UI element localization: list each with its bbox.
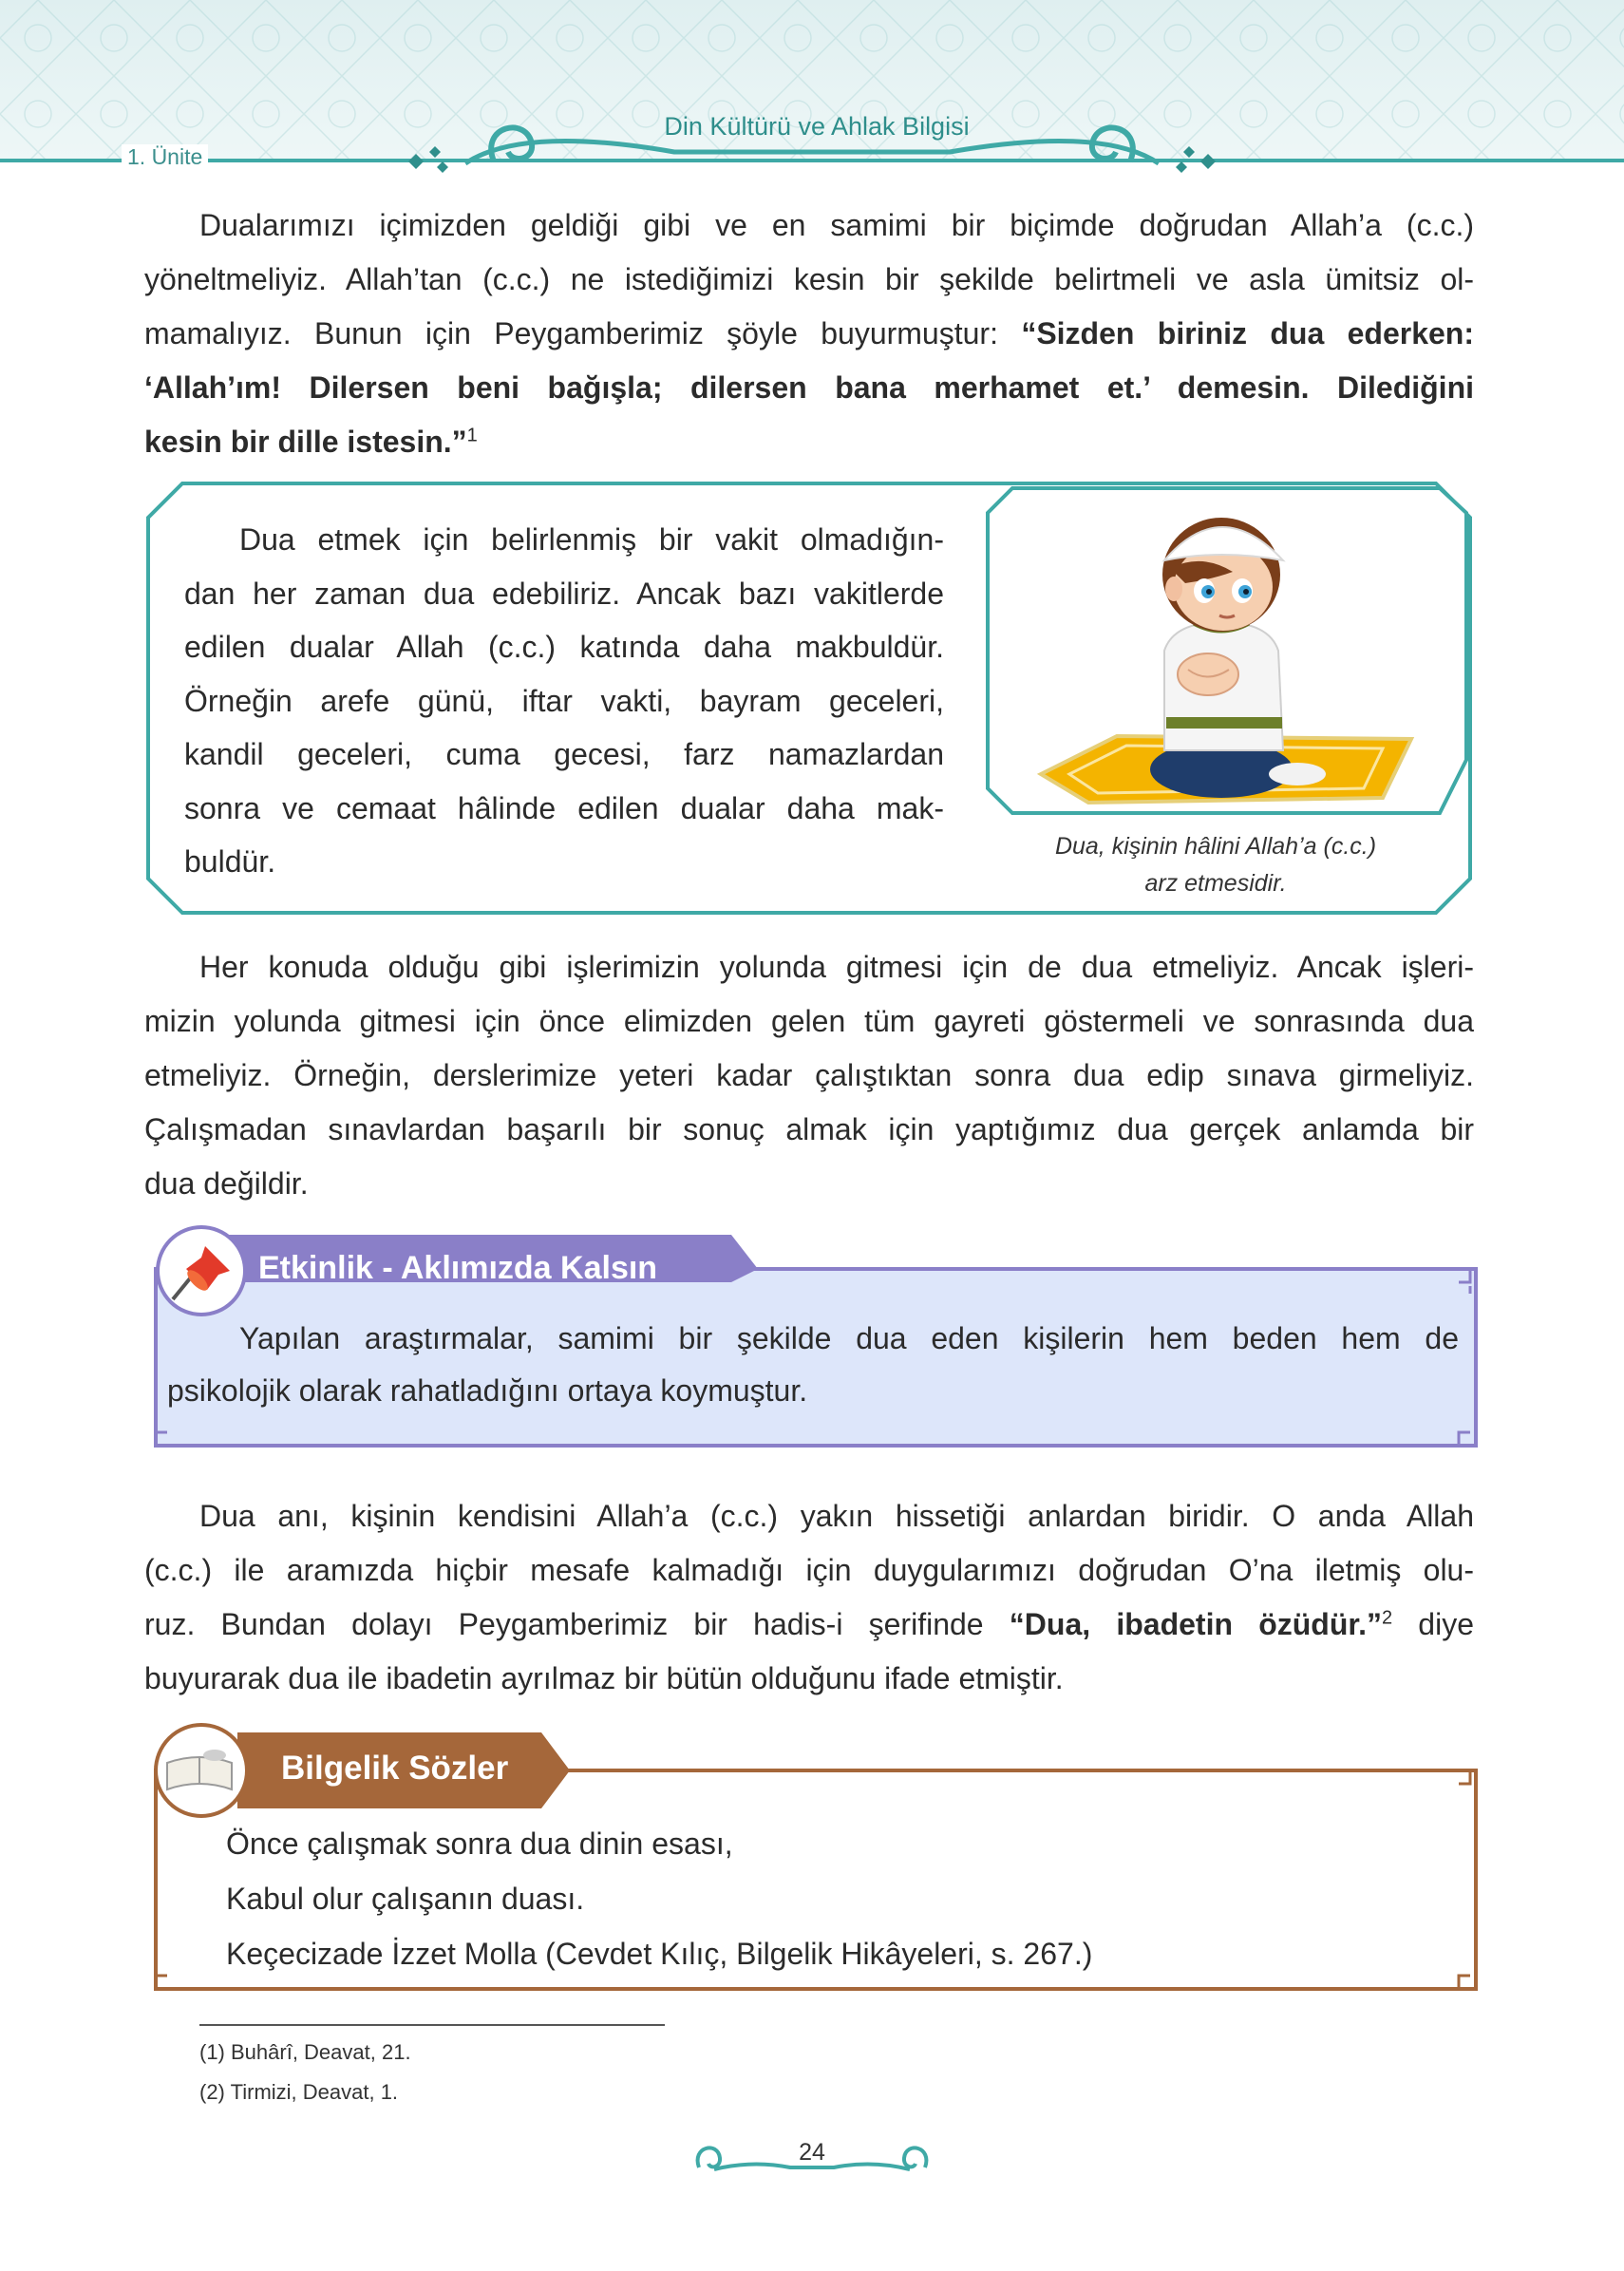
- intro-line-2: yöneltmeliyiz. Allah’tan (c.c.) ne istediğimizi kesin bir şekilde belirtmeli ve asla ümitsiz ol-: [144, 262, 1474, 296]
- closeness-paragraph: [144, 1489, 1474, 1706]
- caption-line-2: arz etmesidir.: [1144, 870, 1287, 897]
- info-line-4: Örneğin arefe günü, iftar vakti, bayram geceleri,: [184, 683, 944, 718]
- closeness-line-4: buyurarak dua ile ibadetin ayrılmaz bir bütün olduğunu ifade etmiştir.: [144, 1661, 1064, 1695]
- praying-boy-illustration: [984, 484, 1470, 817]
- intro-paragraph: [144, 199, 1474, 469]
- wisdom-line-1: Önce çalışmak sonra dua dinin esası,: [226, 1826, 733, 1861]
- wisdom-title: Bilgelik Sözler: [281, 1750, 509, 1787]
- info-line-3: edilen dualar Allah (c.c.) katında daha makbuldür.: [184, 630, 944, 664]
- activity-line-2: psikolojik olarak rahatladığını ortaya koymuştur.: [167, 1373, 808, 1408]
- unit-label: 1. Ünite: [122, 144, 208, 170]
- work-line-5: dua değildir.: [144, 1166, 309, 1201]
- footnote-ref-1[interactable]: 1: [466, 425, 478, 446]
- footnote-ref-2[interactable]: 2: [1381, 1607, 1393, 1629]
- wisdom-text: [226, 1816, 1092, 1981]
- info-line-2: dan her zaman dua edebiliriz. Ancak bazı vakitlerde: [184, 576, 944, 611]
- work-line-3: etmeliyiz. Örneğin, derslerimize yeteri kadar çalıştıktan sonra dua edip sınava girmeliyiz.: [144, 1058, 1474, 1092]
- footnote-2: (2) Tirmizi, Deavat, 1.: [199, 2080, 399, 2104]
- activity-text: [167, 1313, 1459, 1417]
- info-line-1: Dua etmek için belirlenmiş bir vakit olmadığın-: [239, 522, 944, 557]
- work-line-4: Çalışmadan sınavlardan başarılı bir sonuç almak için yaptığımız dua gerçek anlamda bir: [144, 1112, 1474, 1146]
- work-line-2: mizin yolunda gitmesi için önce elimizden gelen tüm gayreti göstermeli ve sonrasında dua: [144, 1004, 1474, 1038]
- book-scroll-icon: [158, 1734, 241, 1807]
- caption-line-1: Dua, kişinin hâlini Allah’a (c.c.): [1054, 833, 1377, 860]
- hadith-quote-start: “Sizden biriniz dua ederken:: [1021, 316, 1475, 350]
- page-number: 24: [799, 2139, 825, 2166]
- closeness-line-3-tail: diye: [1392, 1607, 1474, 1641]
- closeness-line-2: (c.c.) ile aramızda hiçbir mesafe kalmadığı için duygularımızı doğrudan O’na iletmiş olu-: [144, 1553, 1474, 1587]
- pushpin-icon: [163, 1237, 239, 1313]
- info-line-6: sonra ve cemaat hâlinde edilen dualar daha mak-: [184, 790, 944, 825]
- hadith-quote-2: “Dua, ibadetin özüdür.”: [1009, 1607, 1382, 1641]
- book-title: Din Kültürü ve Ahlak Bilgisi: [664, 112, 970, 141]
- closeness-line-3: [144, 1598, 1474, 1652]
- wisdom-line-2: Kabul olur çalışanın duası.: [226, 1882, 585, 1916]
- intro-line-1: Dualarımızı içimizden geldiği gibi ve en samimi bir biçimde doğrudan Allah’a (c.c.): [199, 208, 1474, 242]
- info-line-5: kandil geceleri, cuma gecesi, farz namazlardan: [184, 737, 944, 771]
- hadith-quote-end: kesin bir dille istesin.”: [144, 425, 467, 459]
- footnote-rule: [199, 2024, 665, 2026]
- activity-line-1: Yapılan araştırmalar, samimi bir şekilde dua eden kişilerin hem beden hem de: [239, 1321, 1459, 1355]
- intro-line-4: [144, 361, 1474, 415]
- wisdom-line-3: Keçecizade İzzet Molla (Cevdet Kılıç, Bilgelik Hikâyeleri, s. 267.): [226, 1937, 1093, 1971]
- illustration-caption: [988, 828, 1444, 902]
- footnote-1: (1) Buhârî, Deavat, 21.: [199, 2040, 411, 2064]
- intro-line-3: [144, 307, 1474, 361]
- work-line-1: Her konuda olduğu gibi işlerimizin yolunda gitmesi için de dua etmeliyiz. Ancak işleri-: [199, 950, 1474, 984]
- intro-line-5: [144, 415, 1474, 469]
- closeness-line-1: Dua anı, kişinin kendisini Allah’a (c.c.) yakın hissetiği anlardan biridir. O anda Allah: [199, 1499, 1474, 1533]
- activity-title: Etkinlik - Aklımızda Kalsın: [258, 1250, 658, 1286]
- intro-line-3-text: mamalıyız. Bunun için Peygamberimiz şöyle buyurmuştur:: [144, 316, 1022, 350]
- info-line-7: buldür.: [184, 844, 276, 879]
- work-paragraph: [144, 940, 1474, 1211]
- hadith-quote-middle: ‘Allah’ım! Dilersen beni bağışla; dilersen bana merhamet et.’ demesin. Dilediğini: [144, 370, 1474, 405]
- info-box-text: [184, 513, 944, 889]
- closeness-line-3-text: ruz. Bundan dolayı Peygamberimiz bir hadis-i şerifinde: [144, 1607, 1010, 1641]
